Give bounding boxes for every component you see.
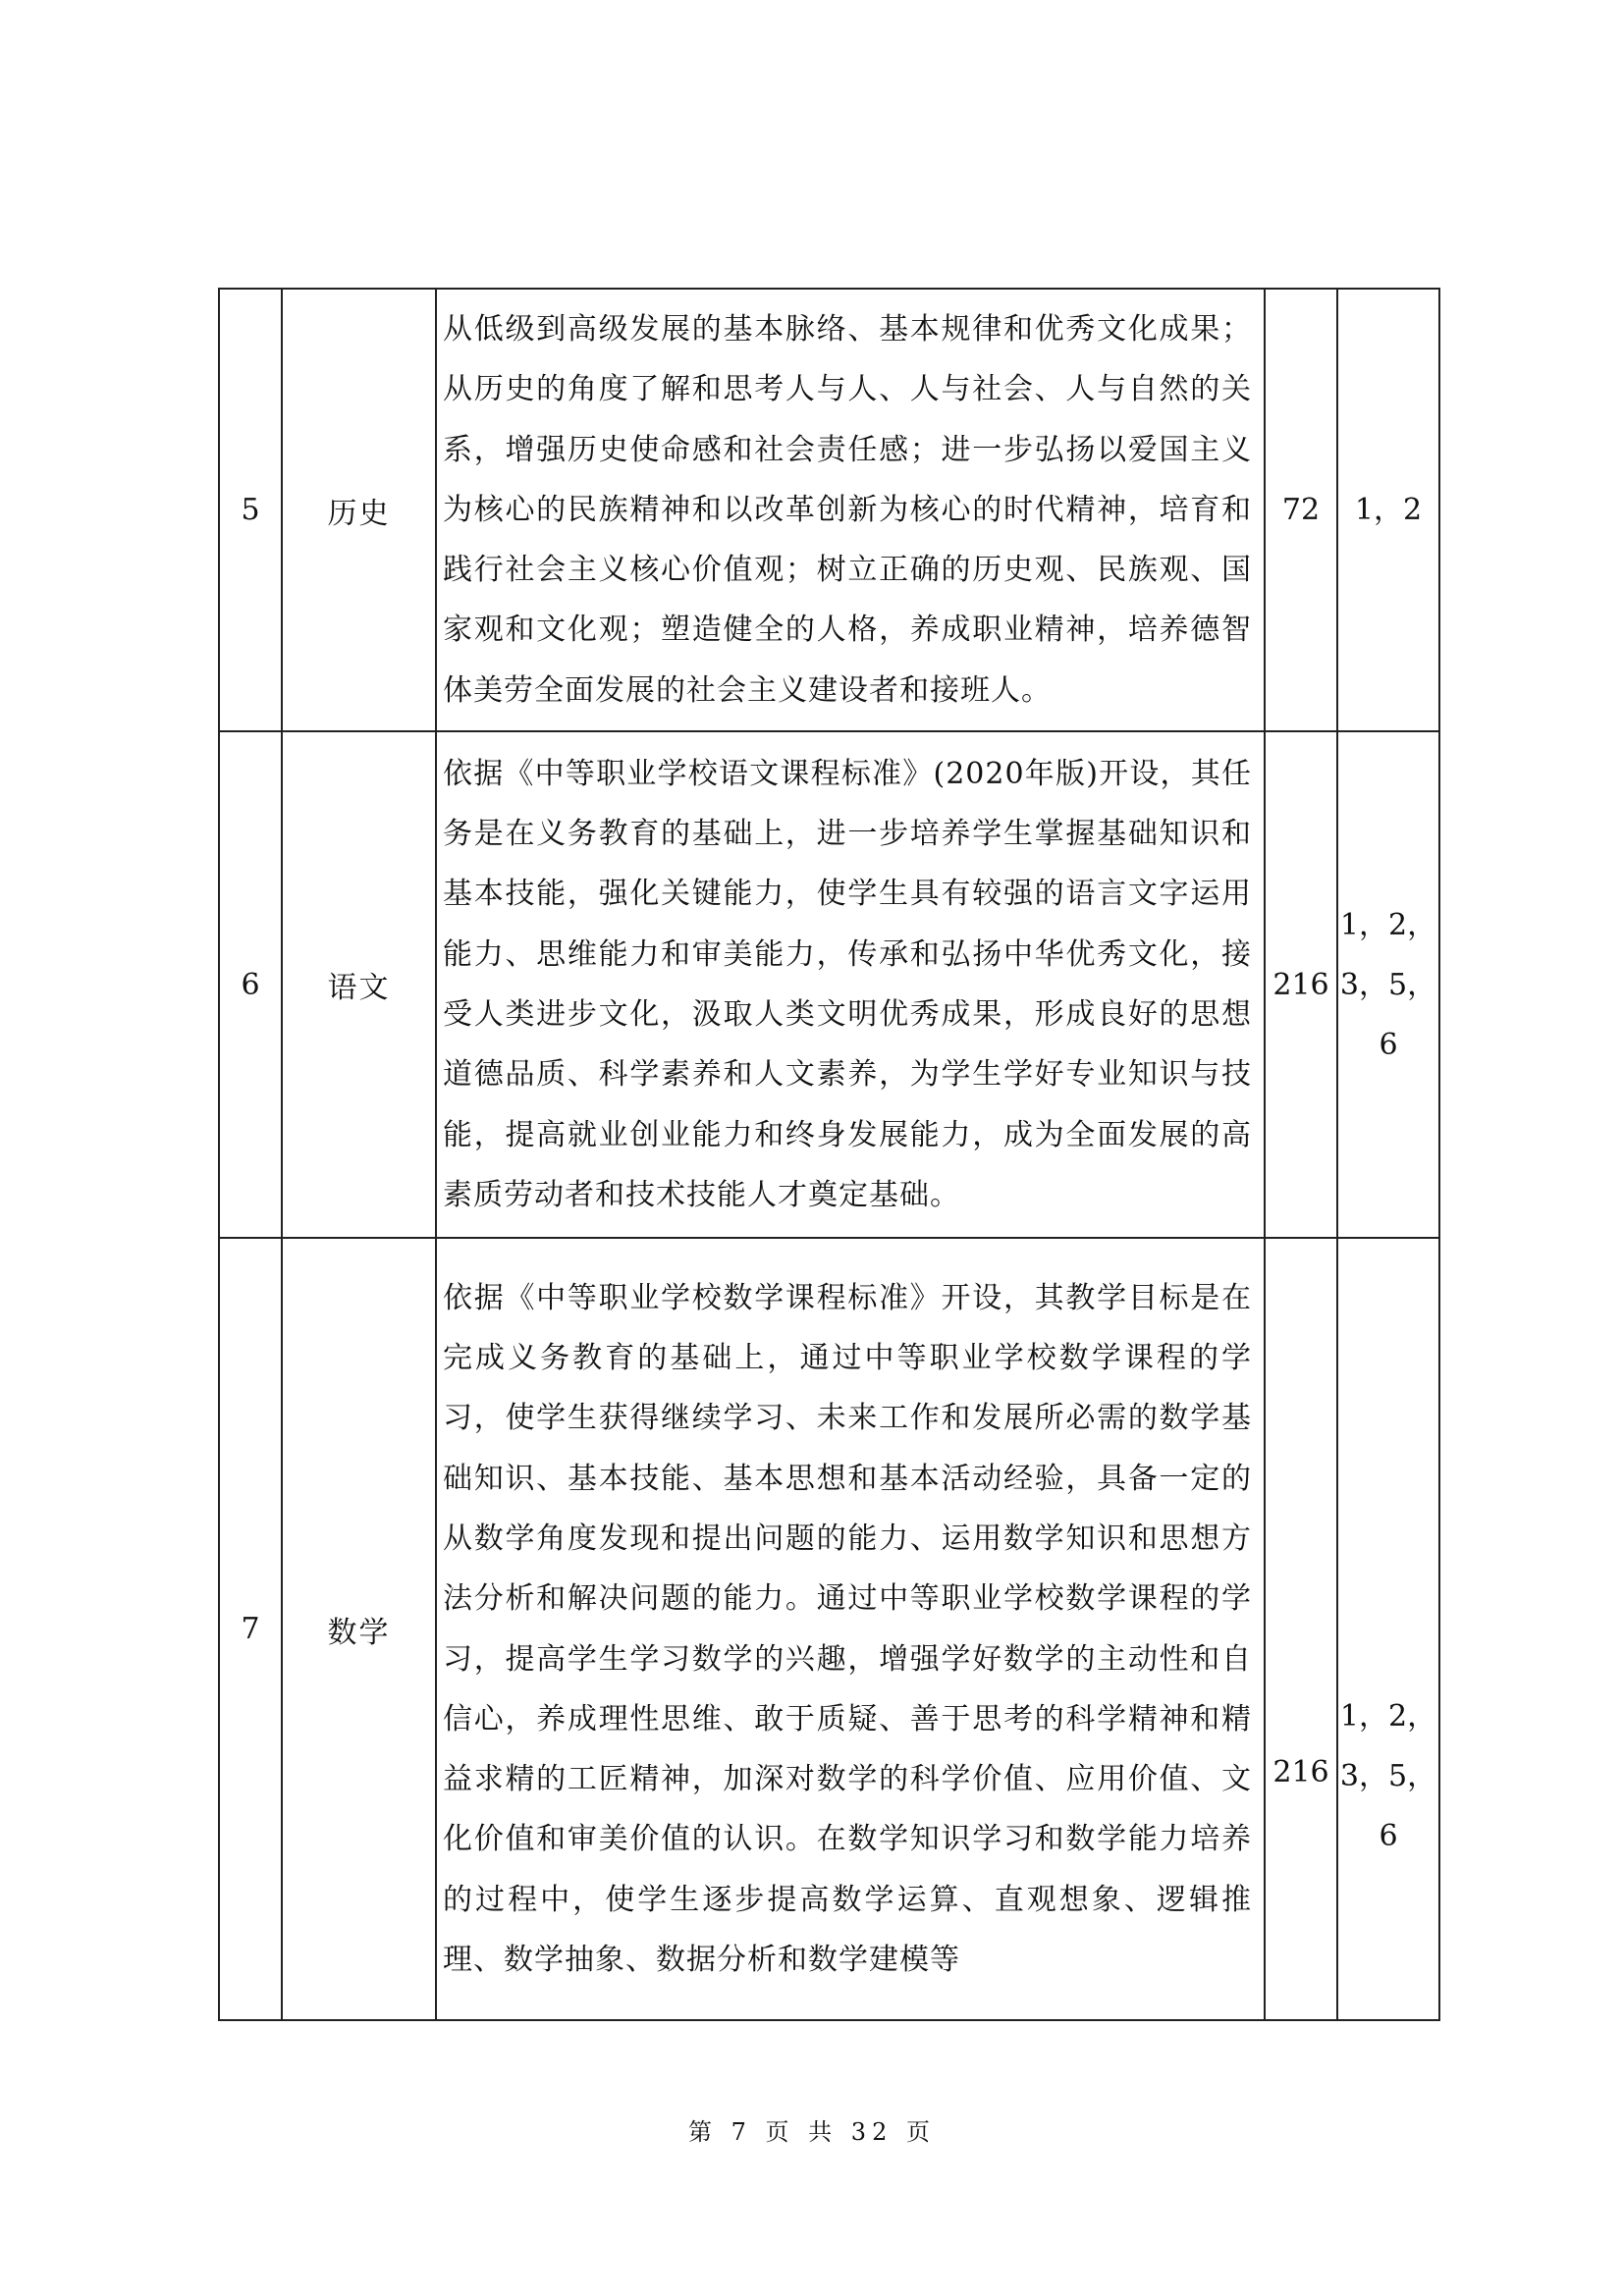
table-row-history xyxy=(219,289,1439,731)
course-number: 5 xyxy=(219,289,282,731)
course-semesters-text: 1，2，3，5，6 xyxy=(1339,907,1437,1062)
course-hours xyxy=(1265,1238,1337,2020)
course-description: 从低级到高级发展的基本脉络、基本规律和优秀文化成果；从历史的角度了解和思考人与人、人与社会、人与自然的关系，增强历史使命感和社会责任感；进一步弘扬以爱国主义为核心的民族精神和以改革创新为核心的时代精神，培育和践行社会主义核心价值观；树立正确的历史观、民族观、国家观和文化观；塑造健全的人格，养成职业精神，培养德智体美劳全面发展的社会主义建设者和接班人。 xyxy=(436,289,1265,731)
course-table xyxy=(218,288,1440,2021)
course-name: 语文 xyxy=(282,731,436,1238)
course-description: 依据《中等职业学校语文课程标准》(2020年版)开设，其任务是在义务教育的基础上，进一步培养学生掌握基础知识和基本技能，强化关键能力，使学生具有较强的语言文字运用能力、思维能力和审美能力，传承和弘扬中华优秀文化，接受人类进步文化，汲取人类文明优秀成果，形成良好的思想道德品质、科学素养和人文素养，为学生学好专业知识与技能，提高就业创业能力和终身发展能力，成为全面发展的高素质劳动者和技术技能人才奠定基础。 xyxy=(436,731,1265,1238)
table-row-math xyxy=(219,1238,1439,2020)
course-number: 6 xyxy=(219,731,282,1238)
course-name: 数学 xyxy=(282,1238,436,2020)
course-hours: 216 xyxy=(1265,731,1337,1238)
course-description: 依据《中等职业学校数学课程标准》开设，其教学目标是在完成义务教育的基础上，通过中等职业学校数学课程的学习，使学生获得继续学习、未来工作和发展所必需的数学基础知识、基本技能、基本思想和基本活动经验，具备一定的从数学角度发现和提出问题的能力、运用数学知识和思想方法分析和解决问题的能力。通过中等职业学校数学课程的学习，提高学生学习数学的兴趣，增强学好数学的主动性和自信心，养成理性思维、敢于质疑、善于思考的科学精神和精益求精的工匠精神，加深对数学的科学价值、应用价值、文化价值和审美价值的认识。在数学知识学习和数学能力培养的过程中，使学生逐步提高数学运算、直观想象、逻辑推理、数学抽象、数据分析和数学建模等 xyxy=(436,1238,1265,2020)
course-name: 历史 xyxy=(282,289,436,731)
course-semesters: 1，2 xyxy=(1337,289,1439,731)
course-hours-text: 216 xyxy=(1272,1755,1329,1789)
page-footer: 第 7 页 共 32 页 xyxy=(688,2118,936,2146)
course-semesters xyxy=(1337,1238,1439,2020)
course-number: 7 xyxy=(219,1238,282,2020)
course-semesters xyxy=(1337,731,1439,1238)
course-semesters-text: 1，2，3，5，6 xyxy=(1339,1699,1437,1853)
course-hours: 72 xyxy=(1265,289,1337,731)
table-row-chinese xyxy=(219,731,1439,1238)
